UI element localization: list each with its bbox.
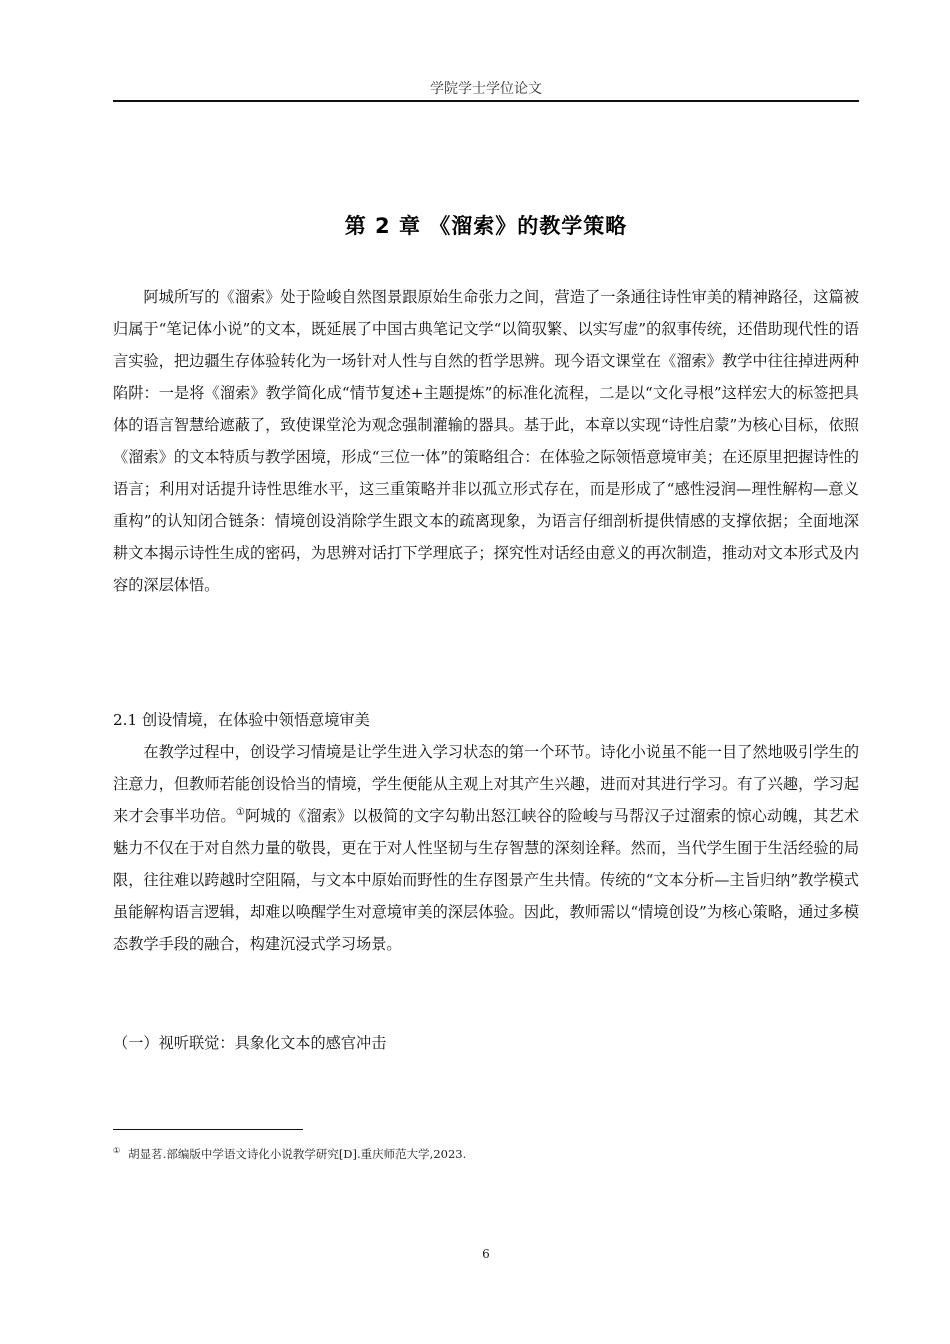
footnote-number: ① — [113, 1146, 121, 1156]
footnote-text: 胡显茗.部编版中学语文诗化小说教学研究[D].重庆师范大学,2023. — [128, 1147, 467, 1161]
intro-paragraph: 阿城所写的《溜索》处于险峻自然图景跟原始生命张力之间，营造了一条通往诗性审美的精神路径，这篇被归属于“笔记体小说”的文本，既延展了中国古典笔记文学“以简驭繁、以实写虚”的叙事传统，还借助现代性的语言实验，把边疆生存体验转化为一场针对人性与自然的哲学思辨。现今语文课堂在《溜索》教学中往往掉进两种陷阱：一是将《溜索》教学简化成“情节复述+主题提炼”的标准化流程，二是以“文化寻根”这样宏大的标签把具体的语言智慧给遮蔽了，致使课堂沦为观念强制灌输的器具。基于此，本章以实现“诗性启蒙”为核心目标，依照《溜索》的文本特质与教学困境，形成“三位一体”的策略组合：在体验之际领悟意境审美；在还原里把握诗性的语言；利用对话提升诗性思维水平，这三重策略并非以孤立形式存在，而是形成了“感性浸润—理性解构—意义重构”的认知闭合链条：情境创设消除学生跟文本的疏离现象，为语言仔细剖析提供情感的支撑依据；全面地深耕文本揭示诗性生成的密码，为思辨对话打下学理底子；探究性对话经由意义的再次制造，推动对文本形式及内容的深层体悟。 — [113, 288, 859, 594]
footnote-reference[interactable]: ① — [235, 806, 245, 818]
running-header: 学院学士学位论文 — [430, 81, 542, 97]
section-heading-2-1: 2.1 创设情境，在体验中领悟意境审美 — [113, 711, 370, 729]
header-rule — [113, 100, 859, 102]
page-number: 6 — [482, 1247, 490, 1261]
section-2-1-paragraph — [113, 736, 859, 960]
section-2-1-text-part1: 在教学过程中，创设学习情境是让学生进入学习状态的第一个环节。诗化小说虽不能一目了然地吸引学生的注意力，但教师若能创设恰当的情境，学生便能从主观上对其产生兴趣，进而对其进行学习。有了兴趣，学习起来才会事半功倍。 — [113, 743, 859, 825]
chapter-title: 第 2 章 《溜索》的教学策略 — [344, 214, 628, 238]
footnote-divider — [113, 1129, 303, 1130]
subheading-audiovisual: （一）视听联觉：具象化文本的感官冲击 — [113, 1034, 387, 1052]
section-2-1-text-part2: 阿城的《溜索》以极简的文字勾勒出怒江峡谷的险峻与马帮汉子过溜索的惊心动魄，其艺术魅力不仅在于对自然力量的敬畏，更在于对人性坚韧与生存智慧的深刻诠释。然而，当代学生囿于生活经验的局限，往往难以跨越时空阻隔，与文本中原始而野性的生存图景产生共情。传统的“文本分析—主旨归纳”教学模式虽能解构语言逻辑，却难以唤醒学生对意境审美的深层体验。因此，教师需以“情境创设”为核心策略，通过多模态教学手段的融合，构建沉浸式学习场景。 — [113, 807, 860, 953]
footnote — [113, 1145, 859, 1163]
